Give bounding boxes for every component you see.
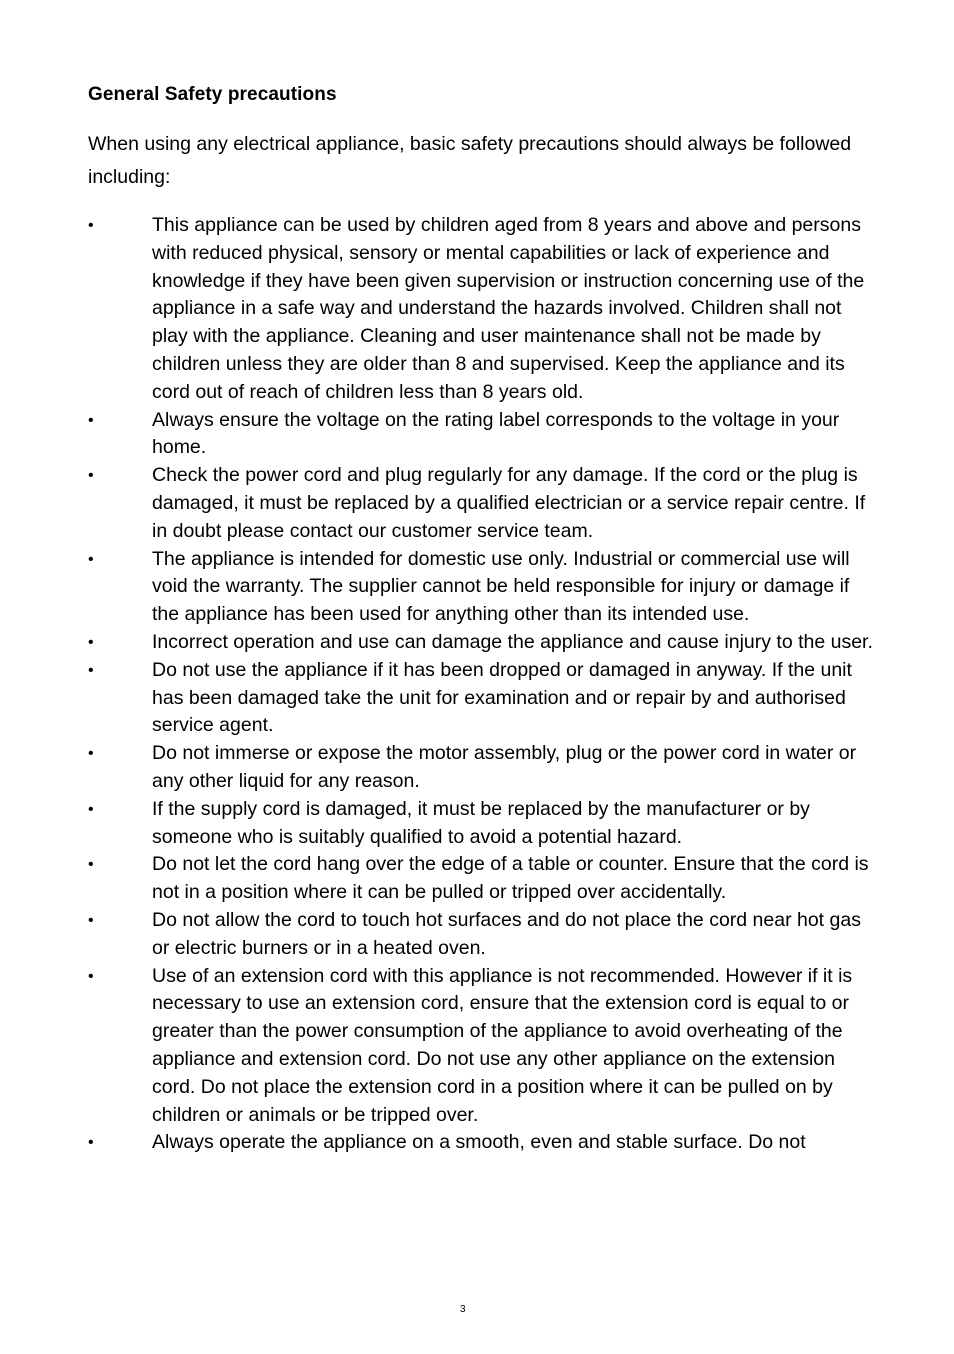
list-item-text: Use of an extension cord with this appliance is not recommended. However if it is necessary to use an extension cord, ensure that the extension cord is equal to or greater than the power consumption of the appliance to avoid overheating of the appliance and extension cord. Do not use any other appliance on the extension cord. Do not place the extension cord in a position where it can be pulled on by children or animals or be tripped over. — [152, 964, 853, 1126]
bullet-icon: • — [88, 467, 94, 485]
bullet-icon: • — [88, 856, 94, 874]
bullet-icon: • — [88, 633, 94, 651]
list-item-text: This appliance can be used by children aged from 8 years and above and persons with reduced physical, sensory or mental capabilities or lack of experience and knowledge if they have been given supervision or instruction concerning use of the appliance in a safe way and understand the hazards involved. Children shall not play with the appliance. Cleaning and user maintenance shall not be made by children unless they are older than 8 and supervised. Keep the appliance and its cord out of reach of children less than 8 years old. — [152, 214, 865, 403]
list-item — [88, 657, 878, 740]
list-item-text: Do not let the cord hang over the edge of a table or counter. Ensure that the cord is not in a position where it can be pulled or tripped over accidentally. — [152, 853, 869, 904]
list-item — [88, 407, 878, 463]
list-item — [88, 740, 878, 796]
list-item-text: Do not allow the cord to touch hot surfaces and do not place the cord near hot gas or electric burners or in a heated oven. — [152, 908, 861, 959]
bullet-icon: • — [88, 550, 94, 568]
bullet-icon: • — [88, 661, 94, 679]
bullet-icon: • — [88, 745, 94, 763]
bullet-icon: • — [88, 1134, 94, 1152]
list-item — [88, 907, 878, 963]
list-item-text: Always operate the appliance on a smooth, even and stable surface. Do not — [152, 1131, 806, 1154]
list-item-text: Do not immerse or expose the motor assembly, plug or the power cord in water or any other liquid for any reason. — [152, 742, 857, 792]
list-item — [88, 1129, 878, 1157]
list-item-text: The appliance is intended for domestic use only. Industrial or commercial use will void the warranty. The supplier cannot be held responsible for injury or damage if the appliance has been used for anything other than its intended use. — [152, 547, 850, 626]
list-item-text: Incorrect operation and use can damage the appliance and cause injury to the user. — [152, 630, 873, 653]
bullet-icon: • — [88, 800, 94, 818]
list-item-text: If the supply cord is damaged, it must be replaced by the manufacturer or by someone who is suitably qualified to avoid a potential hazard. — [152, 797, 810, 848]
list-item — [88, 462, 878, 545]
list-item — [88, 963, 878, 1130]
list-item — [88, 851, 878, 907]
list-item — [88, 796, 878, 852]
bullet-icon: • — [88, 217, 94, 234]
list-item-text: Check the power cord and plug regularly for any damage. If the cord or the plug is damaged, it must be replaced by a qualified electrician or a service repair centre. If in doubt please contact our customer service team. — [152, 464, 866, 542]
page-number: 3 — [460, 1304, 466, 1315]
bullet-icon: • — [88, 911, 94, 929]
bullet-icon: • — [88, 411, 94, 429]
list-item — [88, 546, 878, 629]
list-item-text: Always ensure the voltage on the rating label corresponds to the voltage in your home. — [152, 408, 840, 459]
safety-bullet-list — [88, 212, 878, 1157]
list-item — [88, 629, 878, 657]
bullet-icon: • — [88, 967, 94, 985]
list-item — [88, 212, 878, 407]
section-heading: General Safety precautions — [88, 84, 337, 105]
intro-paragraph: When using any electrical appliance, basic safety precautions should always be followed including: — [88, 133, 852, 188]
list-item-text: Do not use the appliance if it has been dropped or damaged in anyway. If the unit has been damaged take the unit for examination and or repair by and authorised service agent. — [152, 658, 852, 737]
